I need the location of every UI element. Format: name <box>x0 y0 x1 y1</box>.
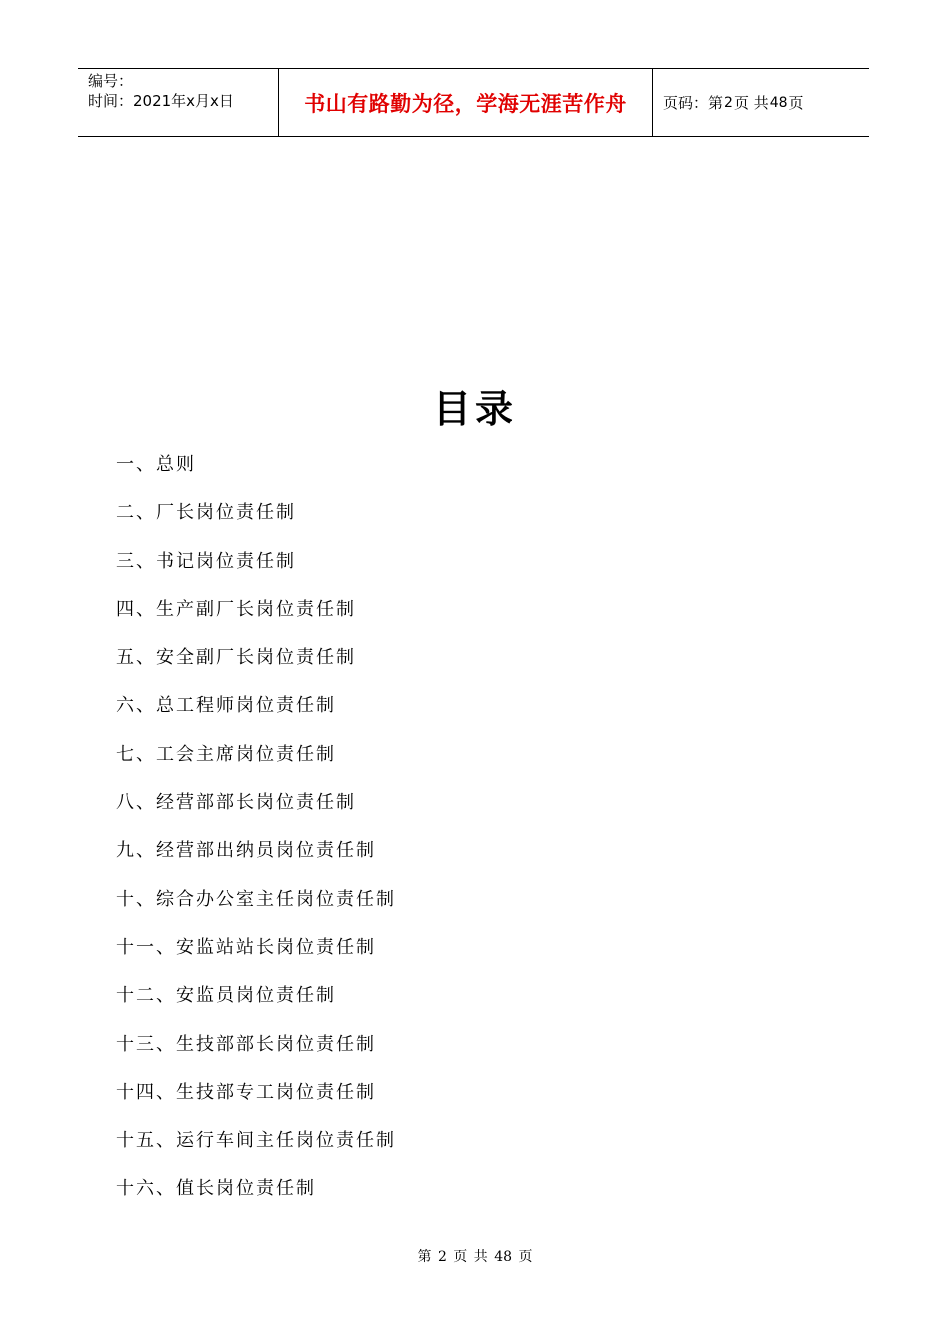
page-total: 48 <box>769 94 788 111</box>
header-meta <box>78 69 279 136</box>
toc-item[interactable]: 十一、安监站站长岗位责任制 <box>116 936 376 958</box>
toc-item[interactable]: 十三、生技部部长岗位责任制 <box>116 1033 376 1055</box>
page-footer: 第 2 页 共 48 页 <box>417 1249 533 1265</box>
header-page-info <box>653 69 869 136</box>
toc-item[interactable]: 五、安全副厂长岗位责任制 <box>116 647 356 669</box>
page-title: 目录 <box>432 386 517 431</box>
page-suffix: 页 <box>788 94 804 112</box>
page-current: 2 <box>724 94 733 111</box>
table-of-contents <box>116 450 396 1223</box>
toc-item[interactable]: 七、工会主席岗位责任制 <box>116 743 336 765</box>
toc-item[interactable]: 十四、生技部专工岗位责任制 <box>116 1081 376 1103</box>
document-time-label: 时间：2021年x月x日 <box>88 92 234 110</box>
toc-item[interactable]: 十、综合办公室主任岗位责任制 <box>116 888 396 910</box>
toc-item[interactable]: 一、总则 <box>116 454 196 475</box>
page-mid: 页 共 <box>733 94 769 112</box>
page-prefix: 页码：第 <box>663 94 724 112</box>
toc-item[interactable]: 六、总工程师岗位责任制 <box>116 695 336 717</box>
header-motto: 书山有路勤为径，学海无涯苦作舟 <box>279 69 653 136</box>
toc-item[interactable]: 十六、值长岗位责任制 <box>116 1178 316 1200</box>
toc-item[interactable]: 四、生产副厂长岗位责任制 <box>116 598 356 620</box>
toc-item[interactable]: 二、厂长岗位责任制 <box>116 502 296 524</box>
toc-item[interactable]: 三、书记岗位责任制 <box>116 550 296 572</box>
toc-item[interactable]: 八、经营部部长岗位责任制 <box>116 792 356 814</box>
document-number-label: 编号： <box>88 72 134 90</box>
toc-item[interactable]: 九、经营部出纳员岗位责任制 <box>116 840 376 862</box>
toc-item[interactable]: 十二、安监员岗位责任制 <box>116 985 336 1007</box>
toc-item[interactable]: 十五、运行车间主任岗位责任制 <box>116 1130 396 1152</box>
page-header <box>78 68 869 137</box>
